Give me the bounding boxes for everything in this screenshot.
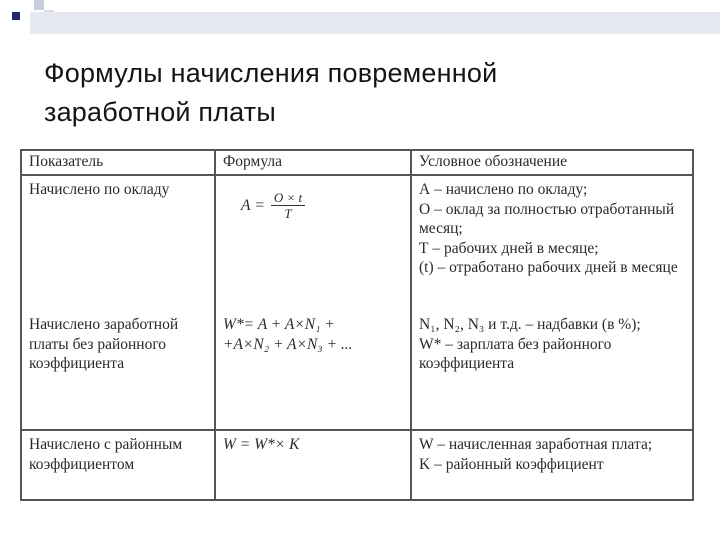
- fraction: [271, 190, 305, 221]
- decorative-header-band: [0, 0, 720, 34]
- notation-line: N₁, N₂, N₃ и т.д. – надбавки (в %);: [419, 316, 641, 333]
- slide-title: [44, 54, 684, 132]
- notation-line: (t) – отработано рабочих дней в месяце: [419, 259, 678, 276]
- notation-line: K – районный коэффициент: [419, 455, 604, 473]
- checker-square: [34, 0, 44, 10]
- fraction-numerator: О × t: [271, 190, 305, 206]
- indicator-cell: Начислено по окладу: [21, 175, 215, 311]
- bullet-square-icon: [12, 12, 20, 20]
- formula-cell: [215, 430, 411, 500]
- slide-title-line-2: заработной платы: [44, 97, 276, 127]
- indicator-cell: Начислено заработной платы без районного коэффициента: [21, 311, 215, 430]
- table-row: [21, 311, 693, 430]
- notation-cell: [411, 430, 693, 500]
- slide-title-line-1: Формулы начисления повременной: [44, 58, 498, 88]
- notation-cell: [411, 175, 693, 311]
- fraction-denominator: T: [284, 206, 292, 221]
- header-indicator: Показатель: [21, 150, 215, 175]
- formula-line: W*= A + A×N₁ +: [223, 316, 335, 333]
- table-row: [21, 175, 693, 311]
- notation-line: А – начислено по окладу;: [419, 181, 588, 198]
- notation-line: W – начисленная заработная плата;: [419, 436, 653, 453]
- header-band-bar: [30, 12, 720, 34]
- table-row: [21, 430, 693, 500]
- formula-cell: [215, 175, 411, 311]
- notation-cell: [411, 311, 693, 430]
- table-header-row: [21, 150, 693, 175]
- fraction-formula: [241, 190, 305, 221]
- notation-line: О – оклад за полностью отработанный месяц;: [419, 200, 675, 237]
- formulas-table: [20, 149, 694, 501]
- formula-line: +A×N₂ + A×N₃ + ...: [223, 335, 353, 353]
- formula-lhs: А =: [241, 196, 265, 214]
- formula-cell: [215, 311, 411, 430]
- header-notation: Условное обозначение: [411, 150, 693, 175]
- indicator-cell: Начислено с районным коэффициентом: [21, 430, 215, 500]
- formula-line: W = W*× K: [223, 436, 300, 453]
- notation-line: W* – зарплата без районного коэффициента: [419, 335, 612, 372]
- header-formula: Формула: [215, 150, 411, 175]
- notation-line: Т – рабочих дней в месяце;: [419, 239, 599, 257]
